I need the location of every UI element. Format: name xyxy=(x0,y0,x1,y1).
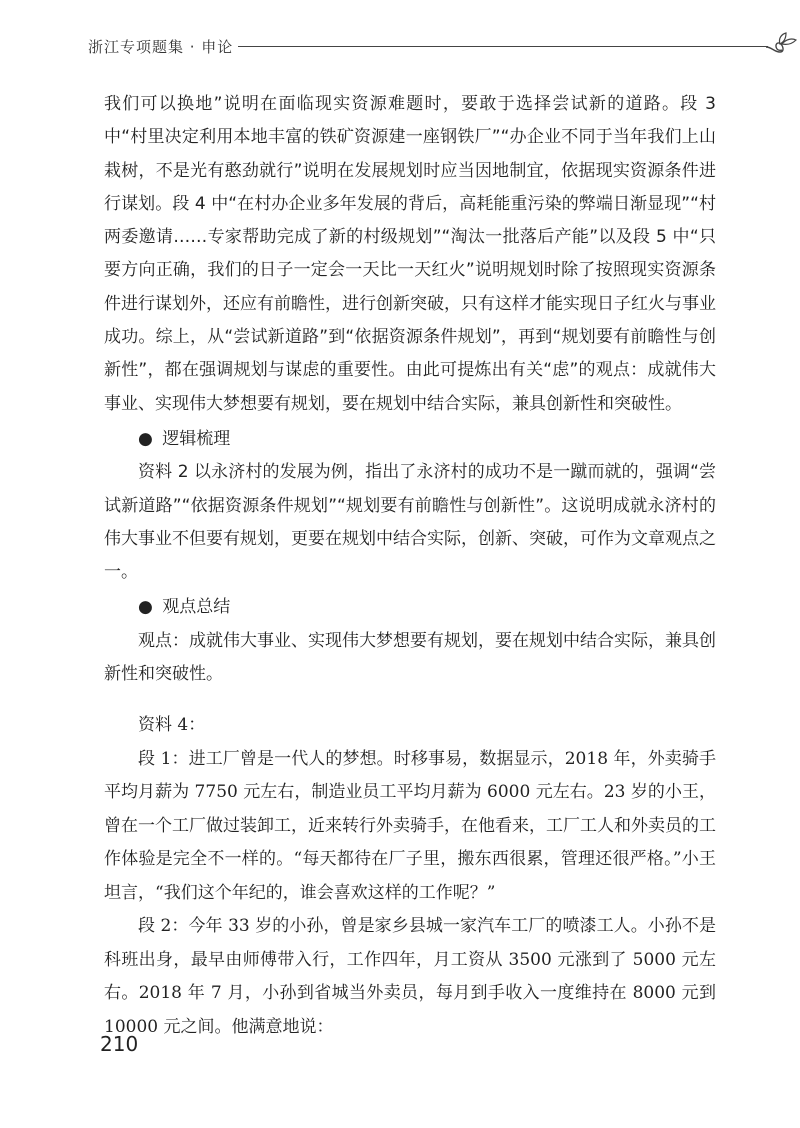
bullet-icon: ● xyxy=(138,428,153,449)
material-paragraph-1: 段 1：进工厂曾是一代人的梦想。时移事易，数据显示，2018 年，外卖骑手平均月薪为 7750 元左右，制造业员工平均月薪为 6000 元左右。23 岁的小王，曾在一个工厂做过装卸工，近来转行外卖骑手，在他看来，工厂工人和外卖员的工作体验是完全不一样的。“每天都待在厂子里，搬东西很累，管理还很严格。”小王坦言，“我们这个年纪的，谁会喜欢这样的工作呢？” xyxy=(104,748,716,903)
material-paragraph-2: 段 2：今年 33 岁的小孙，曾是家乡县城一家汽车工厂的喷漆工人。小孙不是科班出身，最早由师傅带入行，工作四年，月工资从 3500 元涨到了 5000 元左右。2018 年 7 月，小孙到省城当外卖员，每月到手收入一度维持在 8000 元到 10000 元之间。他满意地说： xyxy=(104,916,716,1037)
page-number: 210 xyxy=(100,1032,139,1056)
logic-paragraph: 资料 2 以永济村的发展为例，指出了永济村的成功不是一蹴而就的，强调“尝试新道路”“依据资源条件规划”“规划要有前瞻性与创新性”。这说明成就永济村的伟大事业不但要有规划，更要在规划中结合实际，创新、突破，可作为文章观点之一。 xyxy=(104,462,716,583)
material-section xyxy=(104,709,716,1044)
material-title: 资料 4： xyxy=(138,715,206,736)
analysis-paragraph: 我们可以换地”说明在面临现实资源难题时，要敢于选择尝试新的道路。段 3 中“村里决定利用本地丰富的铁矿资源建一座钢铁厂”“办企业不同于当年我们上山栽树，不是光有憨劲就行”说明在发展规划时应当因地制宜，依据现实资源条件进行谋划。段 4 中“在村办企业多年发展的背后，高耗能重污染的弊端日渐显现”“村两委邀请……专家帮助完成了新的村级规划”“淘汰一批落后产能”以及段 5 中“只要方向正确，我们的日子一定会一天比一天红火”说明规划时除了按照现实资源条件进行谋划外，还应有前瞻性，进行创新突破，只有这样才能实现日子红火与事业成功。综上，从“尝试新道路”到“依据资源条件规划”，再到“规划要有前瞻性与创新性”，都在强调规划与谋虑的重要性。由此可提炼出有关“虑”的观点：成就伟大事业、实现伟大梦想要有规划，要在规划中结合实际，兼具创新性和突破性。 xyxy=(104,94,716,414)
header-title: 浙江专项题集 · 申论 xyxy=(88,38,234,56)
summary-heading xyxy=(104,591,716,624)
summary-heading-label: 观点总结 xyxy=(162,597,231,618)
header-divider xyxy=(238,46,768,47)
summary-paragraph: 观点：成就伟大事业、实现伟大梦想要有规划，要在规划中结合实际，兼具创新性和突破性。 xyxy=(104,630,716,685)
running-header xyxy=(88,30,728,70)
bullet-icon: ● xyxy=(138,597,153,618)
logic-heading-label: 逻辑梳理 xyxy=(162,428,231,449)
logic-heading xyxy=(104,423,716,456)
analysis-section xyxy=(104,88,716,691)
sprout-icon xyxy=(764,30,798,56)
page-body xyxy=(104,88,716,1044)
